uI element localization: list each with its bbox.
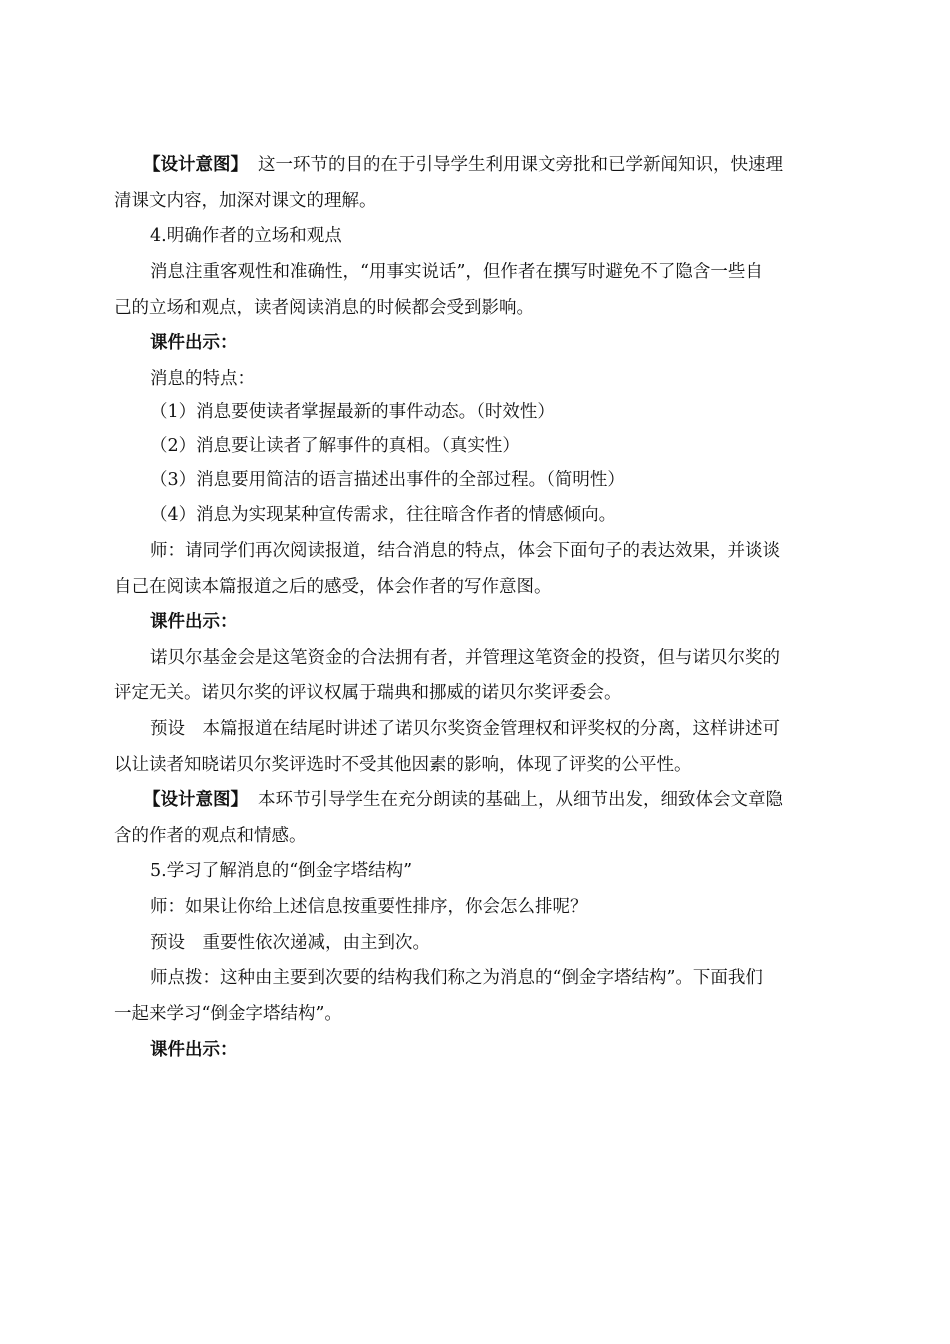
- paragraph-text: 清课文内容，加深对课文的理解。: [114, 191, 377, 211]
- paragraph-text: 评定无关。诺贝尔奖的评议权属于瑞典和挪威的诺贝尔奖评委会。: [114, 683, 622, 703]
- paragraph-text: 师：请同学们再次阅读报道，结合消息的特点，体会下面句子的表达效果，并谈谈: [150, 541, 780, 561]
- question-text: 师：如果让你给上述信息按重要性排序，你会怎么排呢？: [150, 897, 588, 917]
- feature-item-text: （2）消息要让读者了解事件的真相。（真实性）: [150, 436, 520, 456]
- paragraph-text: 诺贝尔基金会是这笔资金的合法拥有者，并管理这笔资金的投资，但与诺贝尔奖的: [150, 648, 780, 668]
- paragraph-text: 以让读者知晓诺贝尔奖评选时不受其他因素的影响，体现了评奖的公平性。: [114, 755, 692, 775]
- courseware-label: 课件出示：: [150, 333, 238, 353]
- paragraph-text: 己的立场和观点，读者阅读消息的时候都会受到影响。: [114, 298, 534, 318]
- design-intent-label: 【设计意图】: [143, 790, 248, 810]
- feature-item-text: （4）消息为实现某种宣传需求，往往暗含作者的情感倾向。: [150, 505, 617, 525]
- paragraph-text: 预设 本篇报道在结尾时讲述了诺贝尔奖资金管理权和评奖权的分离，这样讲述可: [150, 719, 780, 739]
- courseware-label: 课件出示：: [150, 1040, 238, 1060]
- paragraph-text: 本环节引导学生在充分朗读的基础上，从细节出发，细致体会文章隐: [258, 790, 783, 810]
- paragraph-text: 一起来学习“倒金字塔结构”。: [114, 1004, 342, 1024]
- courseware-label: 课件出示：: [150, 612, 238, 632]
- paragraph-text: 含的作者的观点和情感。: [114, 826, 307, 846]
- paragraph-text: 自己在阅读本篇报道之后的感受，体会作者的写作意图。: [114, 577, 552, 597]
- paragraph-text: 消息注重客观性和准确性，“用事实说话”，但作者在撰写时避免不了隐含一些自: [150, 262, 763, 282]
- paragraph-text: 师点拨：这种由主要到次要的结构我们称之为消息的“倒金字塔结构”。下面我们: [150, 968, 763, 988]
- section-heading-text: 5.学习了解消息的“倒金字塔结构”: [150, 861, 413, 881]
- features-title-text: 消息的特点：: [150, 369, 255, 389]
- design-intent-label: 【设计意图】: [143, 155, 248, 175]
- feature-item-text: （3）消息要用简洁的语言描述出事件的全部过程。（简明性）: [150, 470, 625, 490]
- section-heading-text: 4.明确作者的立场和观点: [150, 226, 342, 246]
- feature-item-text: （1）消息要使读者掌握最新的事件动态。（时效性）: [150, 402, 555, 422]
- paragraph-text: 这一环节的目的在于引导学生利用课文旁批和已学新闻知识，快速理: [258, 155, 783, 175]
- answer-text: 预设 重要性依次递减，由主到次。: [150, 933, 430, 953]
